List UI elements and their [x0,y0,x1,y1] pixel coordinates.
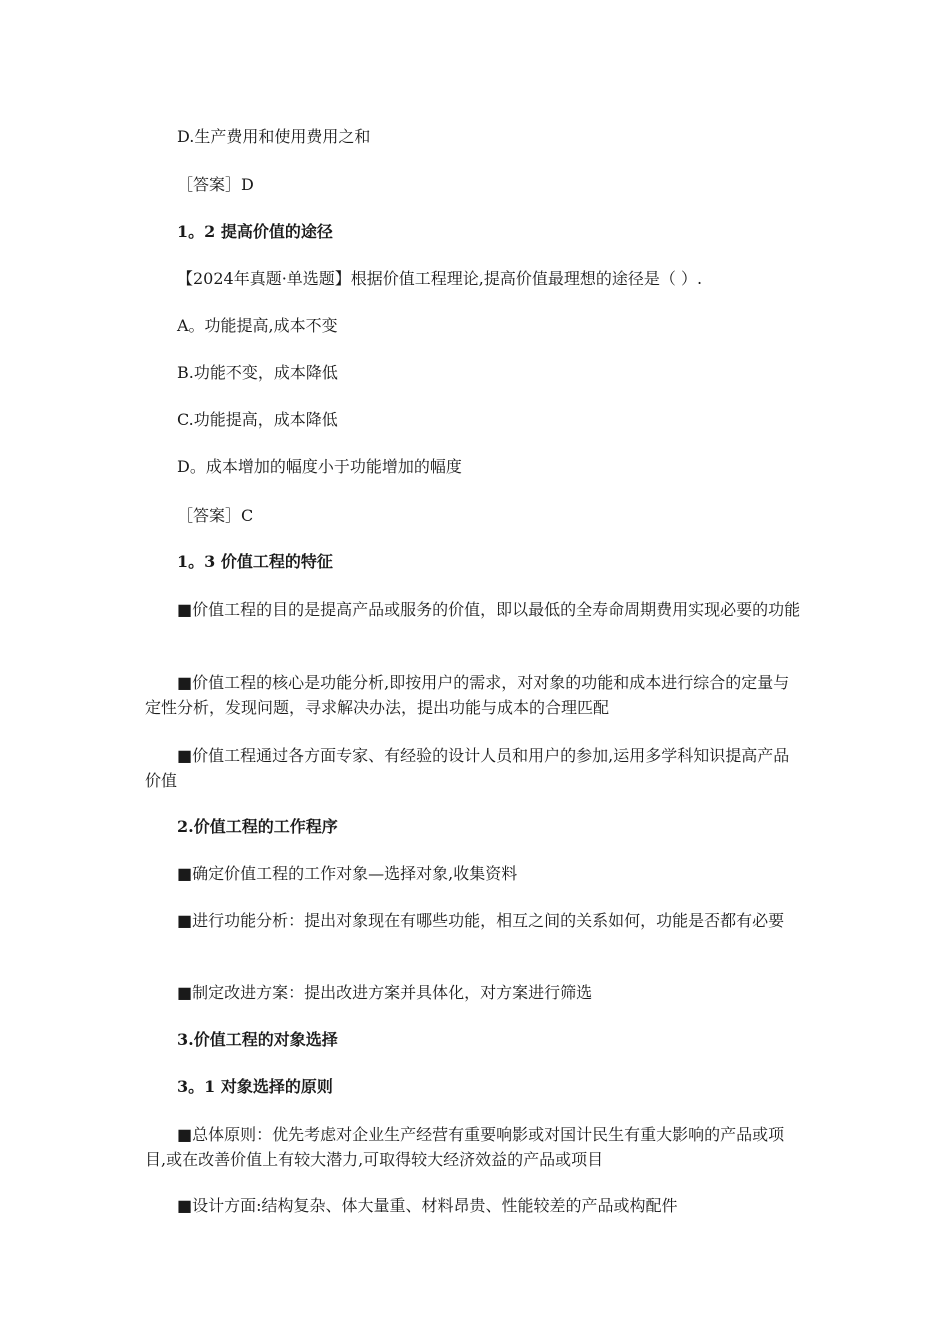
option-c: C.功能提高，成本降低 [177,410,338,429]
feature-paragraph-3: ■价值工程通过各方面专家、有经验的设计人员和用户的参加,运用多学科知识提高产品价值 [145,746,790,790]
procedure-item-3: ■制定改进方案：提出改进方案并具体化，对方案进行筛选 [177,983,593,1002]
question-text: 【2024年真题·单选题】根据价值工程理论,提高价值最理想的途径是（ ）. [177,269,703,288]
option-b: B.功能不变，成本降低 [177,363,338,382]
procedure-item-2: ■进行功能分析：提出对象现在有哪些功能，相互之间的关系如何，功能是否都有必要 [177,911,785,930]
procedure-item-1: ■确定价值工程的工作对象—选择对象,收集资料 [177,864,518,883]
principle-paragraph-2: ■设计方面:结构复杂、体大量重、材料昂贵、性能较差的产品或构配件 [177,1196,678,1215]
section-heading-3: 3.价值工程的对象选择 [177,1030,338,1049]
section-heading-1-3: 1。3 价值工程的特征 [177,552,333,571]
answer-previous: ［答案］D [177,175,254,194]
section-heading-2: 2.价值工程的工作程序 [177,817,338,836]
section-heading-3-1: 3。1 对象选择的原则 [177,1077,333,1096]
option-d: D。成本增加的幅度小于功能增加的幅度 [177,457,462,476]
option-d-previous: D.生产费用和使用费用之和 [177,127,371,146]
principle-paragraph-1: ■总体原则：优先考虑对企业生产经营有重要响影或对国计民生有重大影响的产品或项目,或在改善价值上有较大潜力,可取得较大经济效益的产品或项目 [145,1125,785,1169]
answer: ［答案］C [177,506,254,525]
feature-paragraph-1: ■价值工程的目的是提高产品或服务的价值，即以最低的全寿命周期费用实现必要的功能 [177,600,801,619]
feature-paragraph-2: ■价值工程的核心是功能分析,即按用户的需求，对对象的功能和成本进行综合的定量与定性分析，发现问题，寻求解决办法，提出功能与成本的合理匹配 [145,673,790,717]
option-a: A。功能提高,成本不变 [177,316,338,335]
section-heading-1-2: 1。2 提高价值的途径 [177,222,333,241]
